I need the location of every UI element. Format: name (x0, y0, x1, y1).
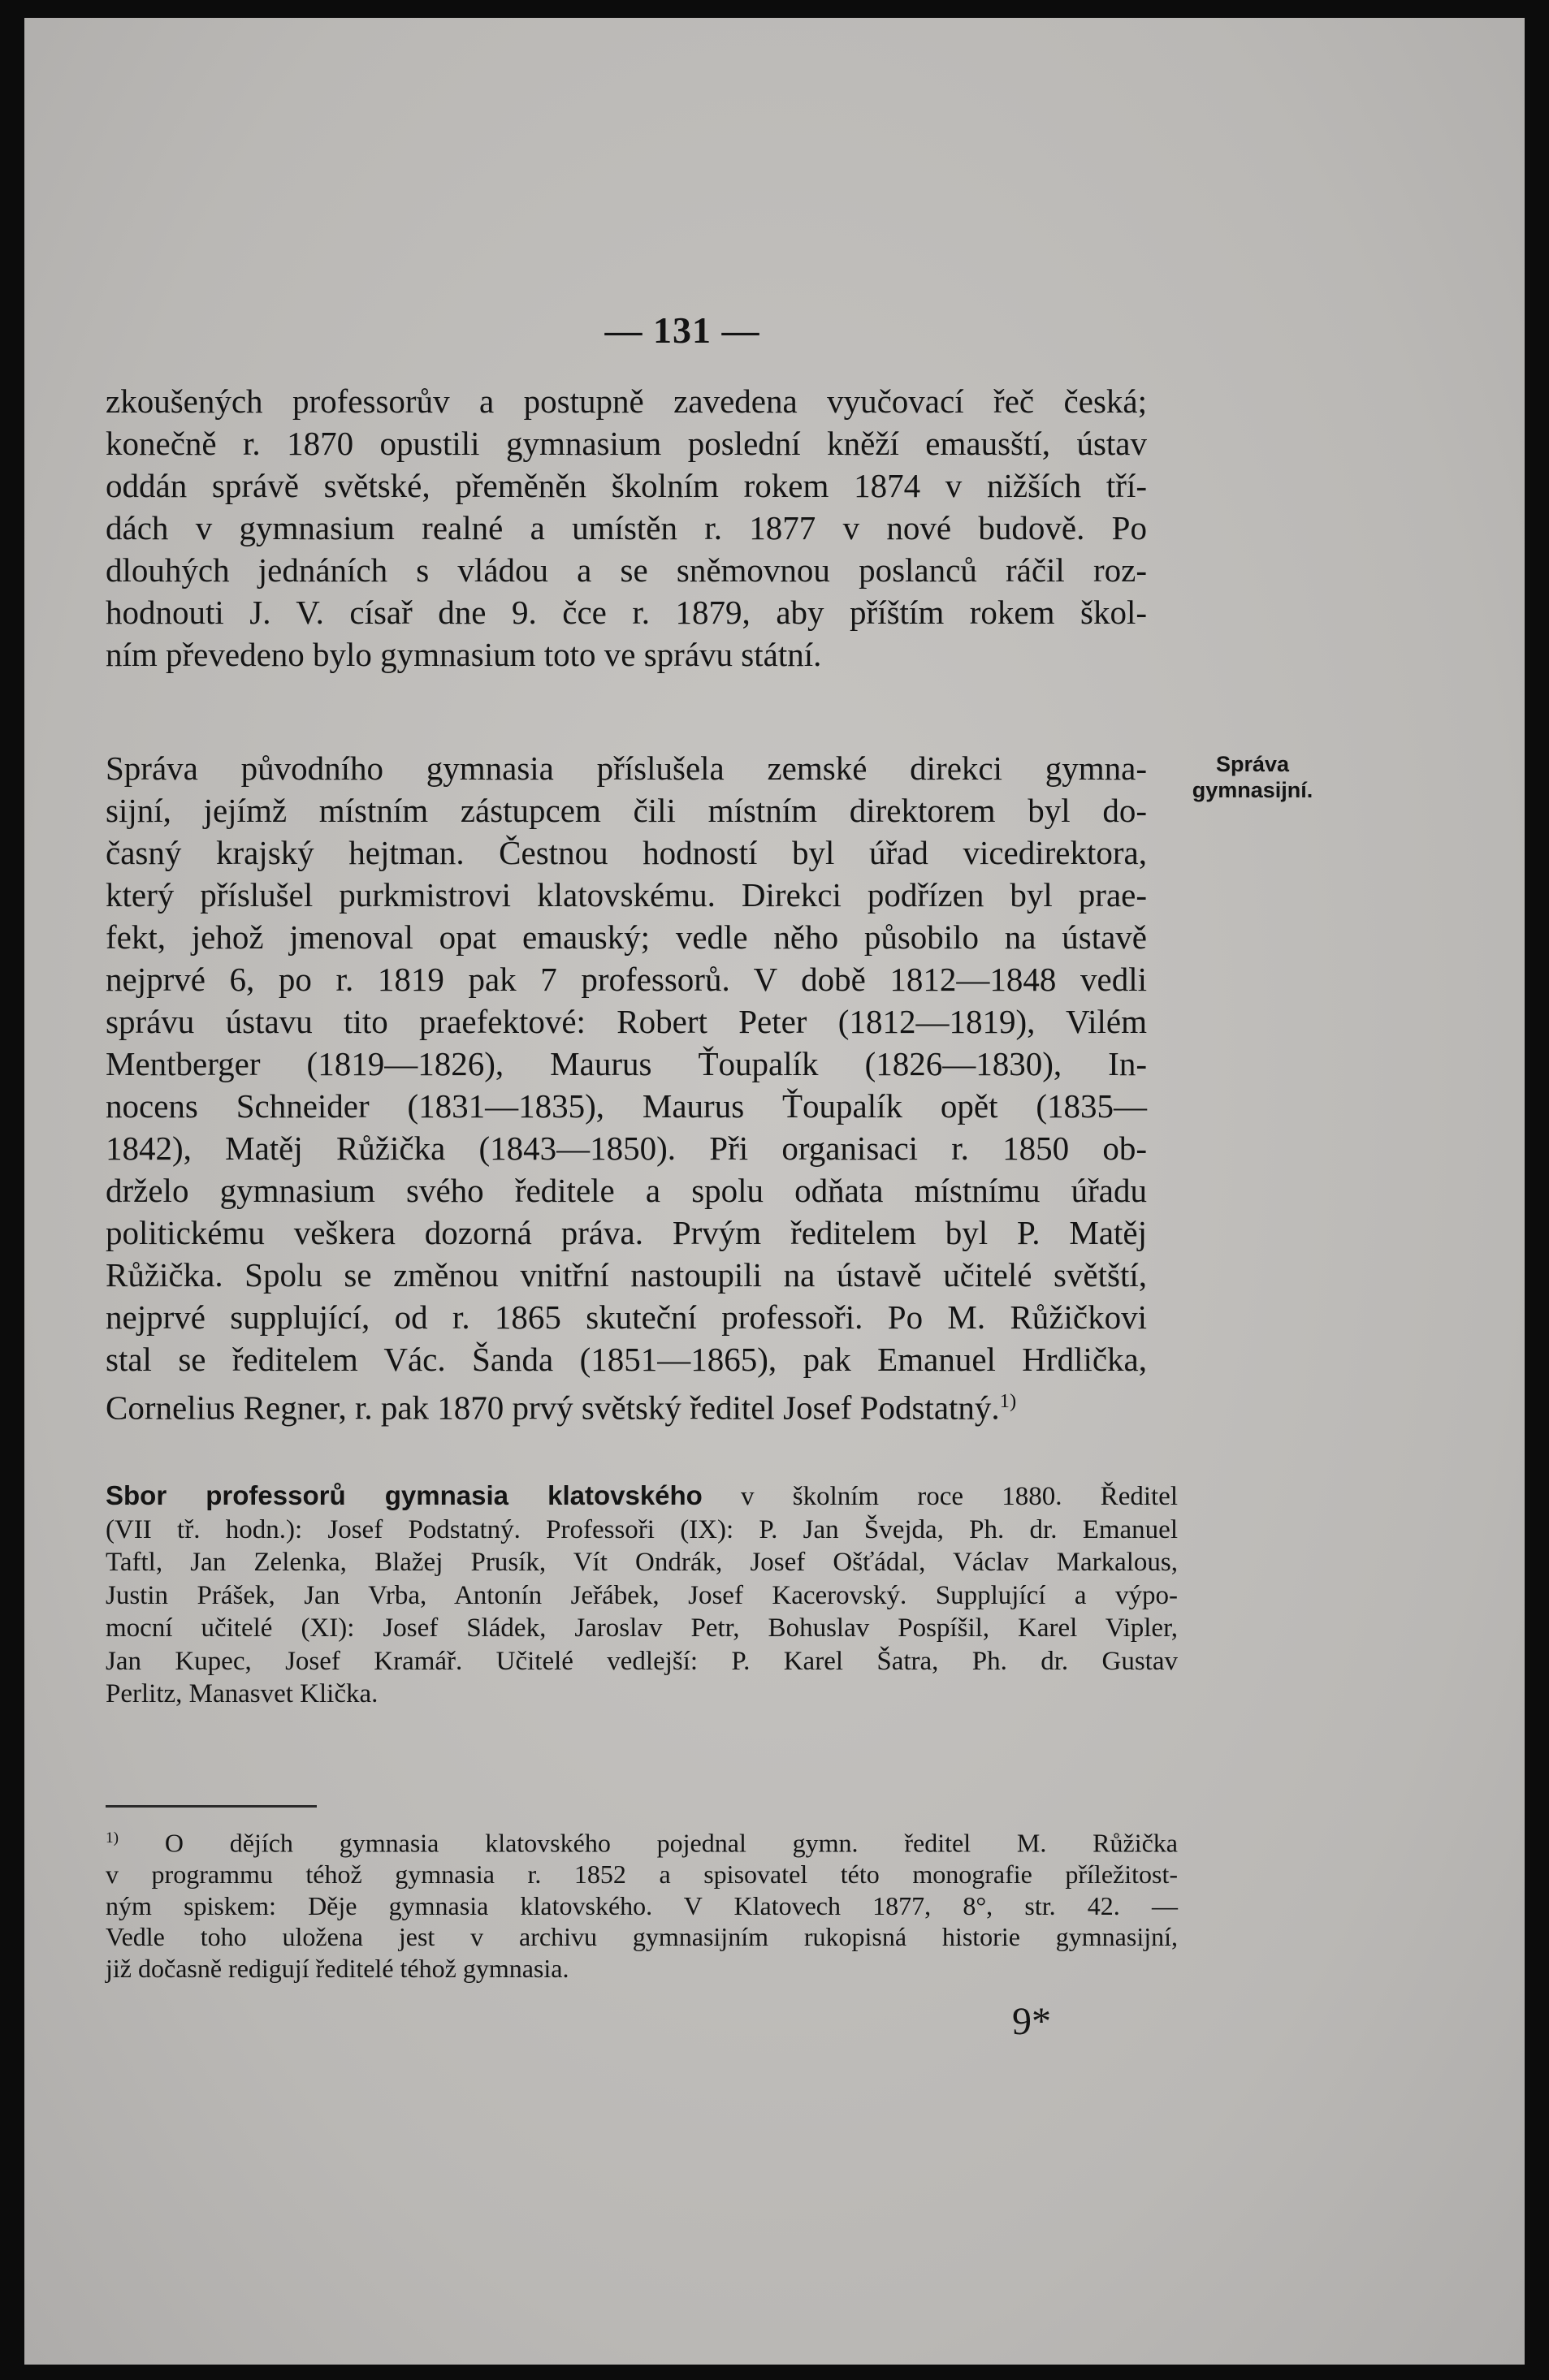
paragraph-2-line: Správa původního gymnasia příslušela zemské direkci gymna- (106, 749, 1147, 787)
faculty-list-line: Taftl, Jan Zelenka, Blažej Prusík, Vít Ondrák, Josef Ošťádal, Václav Markalous, (106, 1548, 1178, 1577)
faculty-list-line: Perlitz, Manasvet Klička. (106, 1679, 379, 1708)
faculty-list-line: Jan Kupec, Josef Kramář. Učitelé vedlejší: P. Karel Šatra, Ph. dr. Gustav (106, 1646, 1178, 1676)
footnote-line: Vedle toho uložena jest v archivu gymnasijním rukopisná historie gymnasijní, (106, 1922, 1178, 1952)
paragraph-2-line: Cornelius Regner, r. pak 1870 prvý světský ředitel Josef Podstatný. (106, 1389, 1000, 1427)
paragraph-2-line: který příslušel purkmistrovi klatovskému. Direkci podřízen byl prae- (106, 876, 1147, 914)
footnote-divider (106, 1805, 317, 1808)
paragraph-2-line: fekt, jehož jmenoval opat emauský; vedle něho působilo na ústavě (106, 918, 1147, 956)
paragraph-1-line: dách v gymnasium realné a umístěn r. 1877 v nové budově. Po (106, 509, 1147, 546)
faculty-list-line: Justin Prášek, Jan Vrba, Antonín Jeřábek, Josef Kacerovský. Supplující a výpo- (106, 1580, 1178, 1610)
paragraph-2-line: nejprvé supplující, od r. 1865 skuteční professoři. Po M. Růžičkovi (106, 1298, 1147, 1336)
footnote-line: v programmu téhož gymnasia r. 1852 a spisovatel této monografie příležitost- (106, 1860, 1178, 1890)
faculty-list-heading: Sbor professorů gymnasia klatovského (106, 1480, 703, 1510)
margin-note-line: Správa (1215, 752, 1290, 776)
paragraph-2 (106, 747, 1147, 1429)
paragraph-2-line: nocens Schneider (1831—1835), Maurus Ťoupalík opět (1835— (106, 1087, 1147, 1125)
paragraph-1 (106, 380, 1147, 676)
footnote-line: ným spiskem: Děje gymnasia klatovského. V Klatovech 1877, 8°, str. 42. — (106, 1890, 1178, 1920)
paragraph-2-line: Růžička. Spolu se změnou vnitřní nastoupili na ústavě učitelé světští, (106, 1256, 1147, 1294)
paragraph-1-line: ním převedeno bylo gymnasium toto ve správu státní. (106, 636, 822, 673)
margin-note-line: gymnasijní. (1192, 778, 1313, 802)
paragraph-2-line: sijní, jejímž místním zástupcem čili místním direktorem byl do- (106, 792, 1147, 829)
footnote-mark: 1) (106, 1829, 119, 1847)
paragraph-1-line: konečně r. 1870 opustili gymnasium poslední kněží emausští, ústav (106, 425, 1147, 462)
footnote-first-line (106, 1823, 1178, 1859)
paragraph-1-line: hodnouti J. V. císař dne 9. čce r. 1879, aby příštím rokem škol- (106, 594, 1147, 631)
paragraph-2-line: časný krajský hejtman. Čestnou hodností byl úřad vicedirektora, (106, 834, 1147, 871)
book-page (24, 18, 1525, 2365)
signature-mark: 9* (1012, 2000, 1051, 2043)
faculty-list (106, 1479, 1178, 1711)
faculty-list-line (106, 1479, 1178, 1514)
footnote-reference: 1) (999, 1390, 1017, 1412)
paragraph-2-line: nejprvé 6, po r. 1819 pak 7 professorů. V době 1812—1848 vedli (106, 961, 1147, 998)
footnote-line: již dočasně redigují ředitelé téhož gymnasia. (106, 1953, 569, 1983)
margin-note (1171, 751, 1334, 803)
paragraph-1-line: oddán správě světské, přeměněn školním rokem 1874 v nižších tří- (106, 467, 1147, 504)
paragraph-2-line: politickému veškera dozorná práva. Prvým ředitelem byl P. Matěj (106, 1214, 1147, 1251)
footnote-line: O dějích gymnasia klatovského pojednal gymn. ředitel M. Růžička (164, 1828, 1179, 1858)
faculty-list-text: v školním roce 1880. Ředitel (741, 1482, 1178, 1511)
paragraph-2-line: stal se ředitelem Vác. Šanda (1851—1865), pak Emanuel Hrdlička, (106, 1341, 1147, 1378)
paragraph-2-line: 1842), Matěj Růžička (1843—1850). Při organisaci r. 1850 ob- (106, 1130, 1147, 1167)
footnote (106, 1823, 1178, 1984)
paragraph-2-line: Mentberger (1819—1826), Maurus Ťoupalík (1826—1830), In- (106, 1045, 1147, 1082)
faculty-list-line: (VII tř. hodn.): Josef Podstatný. Professoři (IX): P. Jan Švejda, Ph. dr. Emanuel (106, 1514, 1178, 1544)
faculty-list-line: mocní učitelé (XI): Josef Sládek, Jaroslav Petr, Bohuslav Pospíšil, Karel Vipler, (106, 1613, 1178, 1643)
page-number: — 131 — (604, 309, 760, 351)
paragraph-2-line: drželo gymnasium svého ředitele a spolu odňata místnímu úřadu (106, 1172, 1147, 1209)
paragraph-2-last-line (106, 1380, 1147, 1429)
paragraph-1-line: zkoušených professorův a postupně zavedena vyučovací řeč česká; (106, 382, 1147, 420)
paragraph-2-line: správu ústavu tito praefektové: Robert Peter (1812—1819), Vilém (106, 1003, 1147, 1040)
paragraph-1-line: dlouhých jednáních s vládou a se sněmovnou poslanců ráčil roz- (106, 551, 1147, 589)
